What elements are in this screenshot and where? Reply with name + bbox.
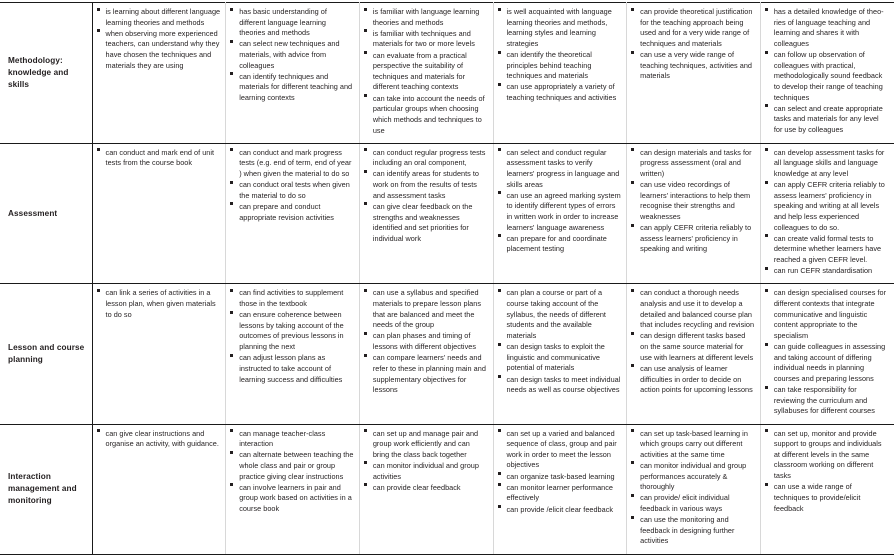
competency-cell [760, 143, 894, 284]
square-bullet-icon [97, 429, 100, 432]
competency-item-text: can develop assessment tasks for all language skills and language knowledge at any level [773, 147, 885, 178]
square-bullet-icon [364, 461, 367, 464]
competency-item [364, 483, 488, 494]
competency-cell [760, 3, 894, 144]
competency-item-text: can create valid formal tests to determine whether learners have reached a given CEFR level. [773, 233, 882, 265]
square-bullet-icon [631, 224, 634, 227]
competency-item [765, 429, 889, 482]
square-bullet-icon [230, 451, 233, 454]
square-bullet-icon [364, 94, 367, 97]
competency-item-text: can give clear instructions and organise an activity, with guidance. [105, 428, 219, 449]
competency-item-text: is familiar with techniques and materials for two or more levels [372, 28, 475, 49]
competency-item [631, 180, 755, 223]
square-bullet-icon [230, 202, 233, 205]
competency-item-text: can organize task-based learning [506, 471, 615, 481]
square-bullet-icon [364, 170, 367, 173]
square-bullet-icon [364, 289, 367, 292]
competency-cell [627, 143, 761, 284]
square-bullet-icon [765, 429, 768, 432]
square-bullet-icon [97, 148, 100, 151]
table-body [0, 3, 894, 555]
competency-item-text: can guide colleagues in assessing and taking account of differing individual needs in planning courses and preparing lessons [773, 342, 886, 383]
competency-list [631, 429, 755, 548]
square-bullet-icon [498, 429, 501, 432]
competency-item-text: can conduct regular progress tests including an oral component, [372, 147, 486, 168]
square-bullet-icon [765, 483, 768, 486]
competency-cell [226, 3, 360, 144]
competency-item [364, 429, 488, 461]
competency-item-text: can prepare for and coordinate placement testing [506, 233, 607, 254]
table-row [0, 424, 894, 554]
competency-list [97, 7, 221, 71]
square-bullet-icon [97, 289, 100, 292]
competency-item [364, 169, 488, 201]
square-bullet-icon [230, 181, 233, 184]
competency-item-text: can set up task-based learning in which groups carry out different activities at the same time [640, 428, 748, 459]
square-bullet-icon [230, 311, 233, 314]
square-bullet-icon [498, 234, 501, 237]
competency-item [498, 483, 622, 504]
competency-cell [92, 424, 226, 554]
square-bullet-icon [364, 8, 367, 11]
competency-item [230, 450, 354, 482]
square-bullet-icon [765, 181, 768, 184]
competency-item [230, 202, 354, 223]
square-bullet-icon [364, 148, 367, 151]
competency-item [364, 29, 488, 50]
competency-item-text: can design different tasks based on the same source material for use with learners at different levels [640, 331, 754, 362]
square-bullet-icon [230, 8, 233, 11]
competency-item [230, 39, 354, 71]
competency-item-text: has a detailed knowledge of theo-ries of language teaching and learning and shares it with colleagues [773, 7, 884, 48]
competency-item [498, 82, 622, 103]
row-label-cell [0, 143, 92, 284]
competency-item [230, 7, 354, 39]
competency-item-text: can provide/ elicit individual feedback in various ways [640, 493, 730, 514]
row-label-cell [0, 284, 92, 424]
competency-item [230, 72, 354, 104]
competency-item [631, 461, 755, 493]
competency-item-text: can conduct oral tests when given the material to do so [239, 180, 350, 200]
square-bullet-icon [631, 148, 634, 151]
competency-cell [760, 424, 894, 554]
competency-item [631, 364, 755, 396]
competency-item [765, 7, 889, 50]
square-bullet-icon [498, 191, 501, 194]
competency-item-text: can design materials and tasks for progress assessment (oral and written) [640, 147, 752, 178]
competency-item-text: can follow up observation of colleagues with practical, methodologically sound feedback to develop their range of teaching techniques [773, 50, 883, 102]
competency-list [364, 148, 488, 245]
competency-item [765, 266, 889, 277]
square-bullet-icon [631, 364, 634, 367]
square-bullet-icon [364, 483, 367, 486]
competency-item [97, 29, 221, 72]
competency-item [631, 7, 755, 50]
competency-item [631, 429, 755, 461]
competency-item-text: can plan a course or part of a course taking account of the syllabus, the needs of different students and the available materials [506, 288, 606, 340]
competency-item-text: can select and conduct regular assessment tasks to verify learners' progress in language and skills areas [506, 147, 620, 189]
competency-item [765, 385, 889, 417]
competency-cell [359, 424, 493, 554]
competency-item-text: can give clear feedback on the strengths and weaknesses identified and set priorities for individual work [372, 201, 473, 243]
competency-item-text: can apply CEFR criteria reliably to assess learners' proficiency in speaking and writing [640, 223, 752, 254]
competency-item [364, 51, 488, 94]
competency-item [230, 288, 354, 309]
competency-cell [493, 143, 627, 284]
square-bullet-icon [230, 148, 233, 151]
competency-item-text: can design tasks to exploit the linguistic and communicative potential of materials [506, 342, 605, 373]
competency-item-text: can provide clear feedback [372, 482, 461, 492]
competency-item [631, 515, 755, 547]
competency-item [364, 94, 488, 137]
competency-item [498, 7, 622, 50]
row-label-cell [0, 424, 92, 554]
square-bullet-icon [364, 51, 367, 54]
competency-cell [760, 284, 894, 424]
competency-item [97, 288, 221, 320]
square-bullet-icon [230, 72, 233, 75]
competency-item-text: is learning about different language learning theories and methods [105, 7, 221, 27]
square-bullet-icon [631, 181, 634, 184]
square-bullet-icon [631, 429, 634, 432]
competency-item-text: can use a very wide range of teaching techniques, activities and materials [640, 50, 753, 81]
competency-item-text: can select new techniques and materials, with advice from colleagues [239, 39, 340, 70]
competency-item [498, 342, 622, 374]
competency-item-text: can involve learners in pair and group work based on activities in a course book [239, 482, 352, 514]
competency-item [230, 180, 354, 201]
competency-item [765, 50, 889, 103]
competency-item [230, 483, 354, 515]
competency-item [765, 234, 889, 266]
competency-cell [226, 143, 360, 284]
competency-item-text: can conduct a thorough needs analysis and use it to develop a detailed and balanced course plan that includes recycling and revision [640, 288, 755, 330]
competency-list [631, 7, 755, 82]
square-bullet-icon [97, 8, 100, 11]
competency-item-text: can use video recordings of learners' interactions to help them recognise their strengths and weaknesses [640, 180, 751, 222]
square-bullet-icon [765, 267, 768, 270]
competency-item-text: can manage teacher-class interaction [239, 428, 326, 449]
competency-item [765, 104, 889, 136]
competency-list [765, 148, 889, 277]
competency-item-text: can set up a varied and balanced sequence of class, group and pair work in order to meet the lesson objectives [506, 428, 617, 470]
competency-item [97, 148, 221, 169]
competency-cell [226, 424, 360, 554]
competency-item-text: can design tasks to meet individual needs as well as course objectives [506, 374, 621, 395]
competency-item [230, 429, 354, 450]
competency-list [631, 288, 755, 395]
square-bullet-icon [498, 505, 501, 508]
competency-list [498, 7, 622, 104]
square-bullet-icon [765, 289, 768, 292]
competency-item [364, 288, 488, 331]
competency-item-text: can identify the theoretical principles behind teaching techniques and materials [506, 50, 592, 81]
competency-cell [493, 424, 627, 554]
table-row [0, 3, 894, 144]
competency-item [230, 148, 354, 180]
competency-item-text: can provide theoretical justification for the teaching approach being used and for a very wide range of techniques and materials [640, 7, 753, 48]
competency-item [631, 493, 755, 514]
competency-item-text: can prepare and conduct appropriate revision activities [239, 201, 334, 222]
square-bullet-icon [765, 343, 768, 346]
competency-list [230, 7, 354, 104]
square-bullet-icon [364, 429, 367, 432]
competency-item [498, 191, 622, 234]
competency-list [230, 148, 354, 223]
competency-item-text: can monitor learner performance effectively [506, 482, 613, 503]
competency-item-text: can conduct and mark end of unit tests from the course book [105, 147, 215, 168]
square-bullet-icon [498, 8, 501, 11]
competency-item-text: when observing more experienced teachers, can understand why they have chosen the techniques and materials they are using [105, 28, 220, 70]
square-bullet-icon [364, 332, 367, 335]
competency-cell [359, 284, 493, 424]
square-bullet-icon [230, 289, 233, 292]
competency-item [765, 288, 889, 341]
square-bullet-icon [631, 461, 634, 464]
competency-item-text: can link a series of activities in a lesson plan, when given materials to do so [105, 288, 216, 319]
competency-item-text: can use an agreed marking system to identify different types of errors in written work in order to increase learners' language awareness [506, 190, 621, 232]
competency-cell [92, 3, 226, 144]
square-bullet-icon [631, 51, 634, 54]
competency-item [498, 148, 622, 191]
square-bullet-icon [498, 472, 501, 475]
competency-item-text: can select and create appropriate tasks and materials for any level for use by colleagues [773, 103, 883, 135]
competency-item-text: can compare learners' needs and refer to these in planning main and supplementary objectives for lessons [372, 353, 486, 395]
competency-list [765, 7, 889, 136]
competency-cell [359, 3, 493, 144]
competency-cell [359, 143, 493, 284]
competency-item [765, 180, 889, 233]
square-bullet-icon [631, 494, 634, 497]
competency-item [364, 461, 488, 482]
square-bullet-icon [765, 148, 768, 151]
competency-item [230, 353, 354, 385]
table-row [0, 143, 894, 284]
square-bullet-icon [765, 234, 768, 237]
competency-cell [493, 284, 627, 424]
square-bullet-icon [498, 375, 501, 378]
competency-item [498, 50, 622, 82]
competency-item-text: can apply CEFR criteria reliably to assess learners' proficiency in speaking and writing at all levels and help less experienced colleagues to do so. [773, 180, 885, 232]
square-bullet-icon [765, 51, 768, 54]
competency-list [97, 288, 221, 320]
competency-item [364, 331, 488, 352]
competency-item-text: can use analysis of learner difficulties in order to decide on action points for upcoming lessons [640, 363, 753, 395]
competency-item-text: can set up, monitor and provide support to groups and individuals at different levels in the same classroom working on different tasks [773, 428, 882, 481]
competency-cell [627, 284, 761, 424]
competency-item-text: is well acquainted with language learning theories and methods, learning styles and learning strategies [506, 7, 612, 48]
square-bullet-icon [97, 29, 100, 32]
competency-item-text: can adjust lesson plans as instructed to take account of learning success and difficulties [239, 353, 343, 384]
square-bullet-icon [230, 40, 233, 43]
competency-cell [627, 3, 761, 144]
competency-item [631, 223, 755, 255]
competency-list [631, 148, 755, 255]
square-bullet-icon [364, 29, 367, 32]
competency-item-text: can alternate between teaching the whole class and pair or group practice giving clear instructions [239, 450, 354, 481]
competency-item-text: can monitor individual and group activities [372, 460, 479, 481]
competency-list [97, 148, 221, 169]
competency-item-text: can take responsibility for reviewing the curriculum and syllabuses for different courses [773, 385, 875, 416]
competency-item-text: can design specialised courses for different contexts that integrate communicative and linguistic content appropriate to the specialism [773, 288, 887, 340]
competency-item [765, 482, 889, 514]
competency-item-text: can conduct and mark progress tests (e.g. end of term, end of year ) when given the material to do so [239, 147, 352, 178]
competency-item-text: can use a syllabus and specified materials to prepare lesson plans that are balanced and meet the needs of the group [372, 288, 481, 330]
competency-item-text: can find activities to supplement those in the textbook [239, 288, 344, 309]
competency-item-text: can use a wide range of techniques to provide/elicit feedback [773, 482, 861, 513]
competency-item [765, 342, 889, 385]
competency-item [364, 202, 488, 245]
competency-item [498, 288, 622, 341]
square-bullet-icon [230, 354, 233, 357]
competency-item [498, 472, 622, 483]
competency-cell [493, 3, 627, 144]
competency-item [631, 50, 755, 82]
square-bullet-icon [498, 343, 501, 346]
competency-item [765, 148, 889, 180]
competency-list [230, 288, 354, 385]
competency-list [765, 429, 889, 515]
square-bullet-icon [765, 104, 768, 107]
row-label: Lesson and course planning [8, 343, 85, 364]
competency-item [498, 429, 622, 472]
competency-list [498, 288, 622, 395]
competency-item [498, 505, 622, 516]
competency-item-text: is familiar with language learning theories and methods [372, 7, 480, 27]
competency-item-text: can provide /elicit clear feedback [506, 504, 614, 514]
competency-item [364, 148, 488, 169]
competency-item-text: can identify techniques and materials for different teaching and learning contexts [239, 71, 353, 103]
square-bullet-icon [631, 8, 634, 11]
square-bullet-icon [631, 289, 634, 292]
competency-item-text: can use the monitoring and feedback in designing further activities [640, 515, 735, 546]
square-bullet-icon [498, 483, 501, 486]
square-bullet-icon [765, 8, 768, 11]
competency-list [364, 288, 488, 395]
square-bullet-icon [765, 386, 768, 389]
table-row [0, 284, 894, 424]
competency-item-text: can take into account the needs of particular groups when choosing which methods and techniques to use [372, 93, 485, 135]
competency-item [631, 148, 755, 180]
square-bullet-icon [498, 289, 501, 292]
square-bullet-icon [364, 202, 367, 205]
competency-list [765, 288, 889, 417]
competency-list [364, 429, 488, 494]
square-bullet-icon [631, 516, 634, 519]
competency-item [364, 353, 488, 396]
competency-item-text: has basic understanding of different language learning theories and methods [239, 7, 327, 38]
square-bullet-icon [498, 51, 501, 54]
competency-item-text: can evaluate from a practical perspective the suitability of techniques and materials for different teaching contexts [372, 50, 467, 92]
competency-list [498, 148, 622, 255]
square-bullet-icon [498, 148, 501, 151]
competency-item-text: can set up and manage pair and group work efficiently and can bring the class back together [372, 428, 479, 459]
competency-item-text: can plan phases and timing of lessons with different objectives [372, 331, 476, 352]
competency-item [97, 7, 221, 28]
competency-cell [627, 424, 761, 554]
row-label: Assessment [8, 208, 58, 218]
square-bullet-icon [230, 483, 233, 486]
row-label-cell [0, 3, 92, 144]
competency-list [498, 429, 622, 516]
square-bullet-icon [631, 332, 634, 335]
square-bullet-icon [364, 354, 367, 357]
competency-cell [226, 284, 360, 424]
competency-item [498, 234, 622, 255]
row-label: Interaction management and monitoring [8, 472, 77, 506]
competency-cell [92, 143, 226, 284]
competency-item-text: can identify areas for students to work on from the results of tests and assessment tasks [372, 169, 479, 200]
competency-item-text: can ensure coherence between lessons by taking account of the outcomes of previous lessons in planning the next [239, 310, 344, 352]
row-label: Methodology: knowledge and skills [8, 56, 69, 89]
competency-list [97, 429, 221, 450]
competency-item [230, 310, 354, 353]
square-bullet-icon [230, 429, 233, 432]
square-bullet-icon [498, 83, 501, 86]
competency-item [498, 375, 622, 396]
competency-item [364, 7, 488, 28]
competency-item [631, 331, 755, 363]
competency-framework-table [0, 2, 894, 555]
competency-item-text: can use appropriately a variety of teaching techniques and activities [506, 82, 617, 103]
competency-item [97, 429, 221, 450]
competency-list [364, 7, 488, 136]
competency-cell [92, 284, 226, 424]
competency-item-text: can run CEFR standardisation [773, 266, 873, 276]
competency-item [631, 288, 755, 331]
competency-item-text: can monitor individual and group performances accurately & thoroughly [640, 460, 747, 492]
competency-list [230, 429, 354, 515]
